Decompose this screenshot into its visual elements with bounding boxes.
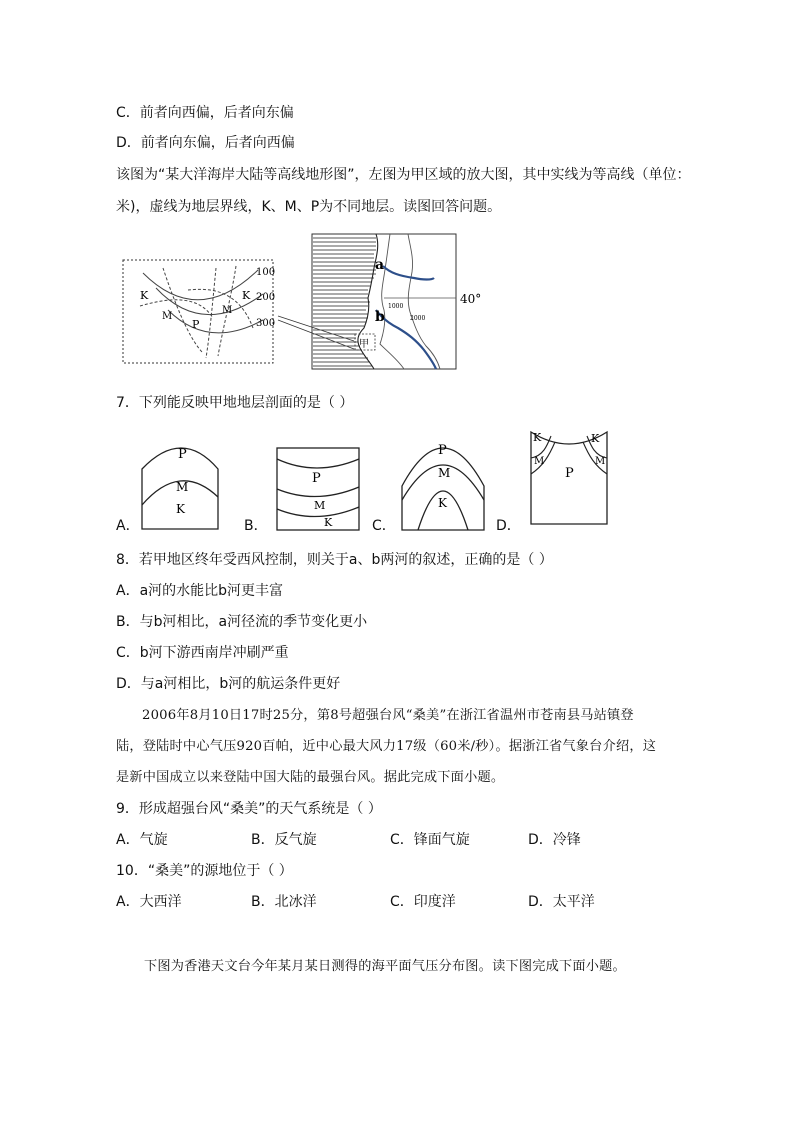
svg-text:K: K bbox=[591, 432, 600, 445]
q7-option-a-letter: A． bbox=[116, 518, 140, 534]
stratum-label-p: P bbox=[192, 318, 200, 331]
stratum-boundary-3 bbox=[206, 268, 216, 358]
q7-option-a-diagram bbox=[140, 437, 220, 532]
q9-option-c: C．锋面气旋 bbox=[390, 832, 470, 848]
river-b bbox=[376, 310, 436, 369]
river-a bbox=[383, 266, 434, 280]
contour-1000 bbox=[380, 234, 404, 369]
svg-text:M: M bbox=[438, 466, 451, 480]
svg-text:M: M bbox=[595, 456, 606, 467]
q8-option-a: A．a河的水能比b河更丰富 bbox=[116, 583, 284, 599]
contour-300 bbox=[168, 310, 263, 333]
q8-option-c: C．b河下游西南岸冲刷严重 bbox=[116, 645, 289, 661]
passage-line1: 2006年8月10日17时25分，第8号超强台风“桑美”在浙江省温州市苍南县马站镇登 bbox=[142, 708, 634, 723]
river-label-a: a bbox=[375, 257, 385, 273]
svg-text:K: K bbox=[438, 496, 447, 510]
elevation-label-2000: 2000 bbox=[410, 315, 426, 322]
stratum-label-m-left: M bbox=[162, 311, 173, 322]
question-10-stem: 10．“桑美”的源地位于（ ） bbox=[116, 863, 293, 879]
svg-text:M: M bbox=[176, 480, 189, 494]
svg-text:M: M bbox=[314, 499, 326, 512]
q10-option-b: B．北冰洋 bbox=[251, 894, 317, 910]
q7-option-b-diagram bbox=[276, 447, 360, 532]
q10-option-a: A．大西洋 bbox=[116, 894, 182, 910]
svg-text:P: P bbox=[565, 466, 574, 481]
svg-text:K: K bbox=[533, 431, 542, 444]
q8-option-b: B．与b河相比，a河径流的季节变化更小 bbox=[116, 614, 368, 630]
q7-option-c-letter: C． bbox=[372, 518, 396, 534]
q7-option-b-letter: B． bbox=[244, 518, 268, 534]
contour-map-figure bbox=[118, 228, 482, 378]
stratum-label-k-right: K bbox=[242, 289, 251, 302]
question-7-stem: 7．下列能反映甲地地层剖面的是（ ） bbox=[116, 395, 354, 411]
question-9-stem: 9．形成超强台风“桑美”的天气系统是（ ） bbox=[116, 801, 382, 817]
svg-text:P: P bbox=[438, 443, 447, 458]
contour-label-100: 100 bbox=[256, 267, 276, 278]
svg-text:P: P bbox=[178, 447, 187, 462]
contour-label-300: 300 bbox=[256, 318, 276, 329]
q8-option-d: D．与a河相比，b河的航运条件更好 bbox=[116, 676, 341, 692]
latitude-label: 40° bbox=[460, 292, 482, 306]
stratum-label-k-left: K bbox=[140, 289, 149, 302]
passage-line2: 陆，登陆时中心气压920百帕，近中心最大风力17级（60米/秒）。据浙江省气象台介绍，这 bbox=[116, 739, 657, 754]
region-jia-label: 甲 bbox=[359, 339, 369, 350]
q9-option-b: B．反气旋 bbox=[251, 832, 317, 848]
stratum-label-m-right: M bbox=[222, 305, 233, 316]
svg-text:P: P bbox=[312, 471, 321, 486]
svg-text:K: K bbox=[176, 502, 185, 516]
q10-option-c: C．印度洋 bbox=[390, 894, 456, 910]
q7-option-c-diagram bbox=[400, 430, 486, 532]
svg-text:K: K bbox=[324, 516, 333, 529]
contour-label-200: 200 bbox=[256, 292, 276, 303]
elevation-label-1000: 1000 bbox=[388, 303, 404, 310]
contour-100 bbox=[143, 270, 258, 300]
river-label-b: b bbox=[375, 309, 385, 325]
option-d-prev: D．前者向东偏，后者向西偏 bbox=[116, 135, 295, 151]
intro-next-figure: 下图为香港天文台今年某月某日测得的海平面气压分布图。读下图完成下面小题。 bbox=[144, 959, 626, 974]
intro-paragraph-line1: 该图为“某大洋海岸大陆等高线地形图”，左图为甲区域的放大图，其中实线为等高线（单位： bbox=[116, 167, 691, 183]
q7-option-d-letter: D． bbox=[496, 518, 521, 534]
q7-option-d-diagram bbox=[529, 426, 609, 526]
question-8-stem: 8．若甲地区终年受西风控制，则关于a、b两河的叙述，正确的是（ ） bbox=[116, 552, 553, 568]
stratum-boundary-2 bbox=[140, 300, 213, 318]
passage-line3: 是新中国成立以来登陆中国大陆的最强台风。据此完成下面小题。 bbox=[116, 770, 505, 785]
q9-option-a: A．气旋 bbox=[116, 832, 168, 848]
option-c-prev: C．前者向西偏，后者向东偏 bbox=[116, 105, 294, 121]
svg-text:M: M bbox=[534, 456, 545, 467]
q9-option-d: D．冷锋 bbox=[528, 832, 581, 848]
q10-option-d: D．太平洋 bbox=[528, 894, 595, 910]
intro-paragraph-line2: 米)，虚线为地层界线，K、M、P为不同地层。读图回答问题。 bbox=[116, 199, 502, 215]
